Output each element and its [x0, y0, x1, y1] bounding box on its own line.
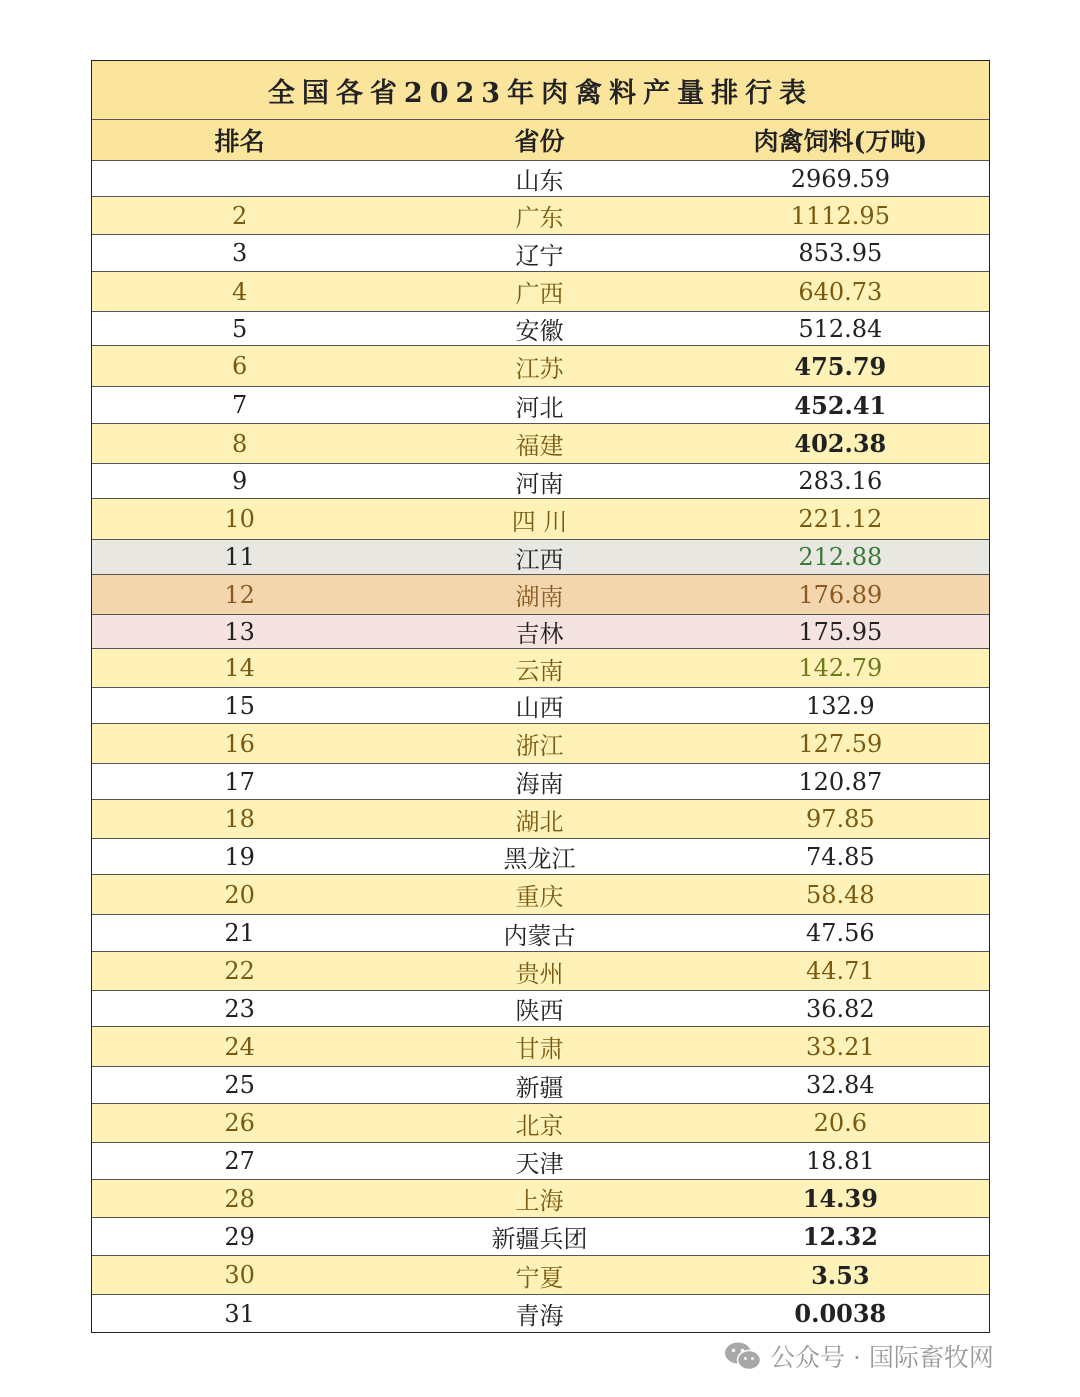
- value-cell: 283.16: [798, 467, 883, 495]
- rank-cell: 10: [224, 505, 255, 533]
- watermark: [724, 1336, 994, 1376]
- table-row: [92, 1027, 989, 1067]
- value-cell: 640.73: [798, 277, 883, 306]
- value-cell: 14.39: [802, 1184, 878, 1213]
- header-province: 省份: [514, 127, 565, 156]
- header-rank: 排名: [214, 127, 265, 156]
- table-row: [92, 272, 989, 312]
- table-row: [92, 424, 989, 464]
- rank-cell: 20: [224, 880, 255, 909]
- value-cell: 221.12: [798, 505, 883, 533]
- value-cell: 132.9: [805, 691, 875, 720]
- table-row: [92, 724, 989, 764]
- province-cell: 四 川: [511, 507, 568, 536]
- table-row: [92, 915, 989, 952]
- rank-cell: 2: [232, 201, 248, 230]
- table-row: [92, 615, 989, 649]
- value-cell: 97.85: [805, 805, 875, 833]
- table-row: [92, 1104, 989, 1143]
- rank-cell: 7: [232, 391, 248, 419]
- rank-cell: 31: [224, 1299, 255, 1328]
- table-row: [92, 875, 989, 915]
- rank-cell: 3: [232, 239, 248, 267]
- province-cell: 上海: [515, 1187, 564, 1215]
- province-cell: 北京: [515, 1111, 564, 1140]
- province-cell: 河南: [515, 469, 564, 498]
- rank-cell: 30: [224, 1261, 255, 1289]
- province-cell: 青海: [515, 1302, 564, 1330]
- table-row: [92, 346, 989, 387]
- province-cell: 内蒙古: [503, 921, 576, 950]
- province-cell: 湖北: [515, 807, 564, 836]
- value-cell: 1112.95: [790, 201, 890, 230]
- value-cell: 58.48: [805, 880, 875, 909]
- value-cell: 20.6: [813, 1109, 868, 1137]
- province-cell: 河北: [515, 393, 564, 422]
- rank-cell: 23: [224, 994, 255, 1023]
- value-cell: 452.41: [794, 390, 887, 420]
- province-cell: 甘肃: [515, 1035, 564, 1063]
- table-row: [92, 800, 989, 839]
- value-cell: 475.79: [794, 351, 887, 381]
- province-cell: 吉林: [515, 620, 564, 648]
- rank-cell: 4: [232, 277, 248, 306]
- province-cell: 浙江: [515, 732, 564, 760]
- province-cell: 福建: [515, 432, 564, 460]
- rank-cell: 18: [224, 805, 255, 833]
- watermark-text: 公众号 · 国际畜牧网: [770, 1343, 994, 1372]
- province-cell: 湖南: [515, 583, 564, 611]
- value-cell: 44.71: [805, 957, 875, 985]
- value-cell: 47.56: [805, 919, 875, 947]
- rank-cell: 9: [232, 467, 248, 495]
- rank-cell: 21: [224, 919, 255, 947]
- province-cell: 江西: [515, 545, 564, 574]
- rank-cell: 28: [224, 1184, 255, 1213]
- value-cell: 853.95: [798, 239, 883, 267]
- province-cell: 山西: [515, 694, 564, 722]
- province-cell: 贵州: [515, 959, 564, 988]
- rank-cell: 25: [224, 1071, 255, 1099]
- value-cell: 18.81: [805, 1147, 875, 1175]
- table-row: [92, 464, 989, 499]
- table-row: [92, 1256, 989, 1295]
- table-row: [92, 312, 989, 346]
- value-cell: 0.0038: [794, 1299, 887, 1328]
- province-cell: 云南: [515, 656, 564, 685]
- province-cell: 陕西: [515, 997, 564, 1025]
- value-cell: 142.79: [798, 654, 883, 682]
- table-row: [92, 1295, 989, 1332]
- province-cell: 新疆兵团: [491, 1225, 588, 1253]
- rank-cell: 17: [224, 767, 255, 796]
- table-row: [92, 161, 989, 197]
- table-row: [92, 235, 989, 272]
- rank-cell: 6: [232, 352, 248, 380]
- table-row: [92, 499, 989, 540]
- value-cell: 74.85: [805, 842, 875, 871]
- value-cell: 3.53: [811, 1260, 870, 1290]
- value-cell: 175.95: [798, 617, 883, 646]
- table-row: [92, 1218, 989, 1256]
- rank-cell: 26: [224, 1109, 255, 1137]
- province-cell: 重庆: [515, 883, 564, 911]
- province-cell: 黑龙江: [503, 845, 576, 873]
- province-cell: 江苏: [515, 354, 564, 383]
- value-cell: 33.21: [805, 1032, 875, 1061]
- ranking-table: [91, 60, 990, 1333]
- province-cell: 海南: [515, 770, 564, 798]
- province-cell: 广东: [515, 204, 564, 232]
- table-row: [92, 540, 989, 575]
- rank-cell: 15: [224, 691, 255, 720]
- header-value: 肉禽饲料(万吨): [753, 127, 928, 156]
- province-cell: 广西: [515, 280, 564, 308]
- province-cell: 新疆: [515, 1073, 564, 1102]
- province-cell: 辽宁: [515, 241, 564, 270]
- table-title: 全国各省2023年肉禽料产量排行表: [92, 61, 989, 120]
- value-cell: 32.84: [805, 1071, 875, 1099]
- rank-cell: 11: [224, 543, 255, 571]
- province-cell: 宁夏: [515, 1263, 564, 1292]
- value-cell: 120.87: [798, 767, 883, 796]
- wechat-icon: [724, 1341, 762, 1371]
- rank-cell: 29: [224, 1222, 255, 1251]
- rank-cell: 24: [224, 1032, 255, 1061]
- table-row: [92, 575, 989, 615]
- table-row: [92, 764, 989, 800]
- value-cell: 12.32: [802, 1222, 878, 1251]
- rank-cell: 14: [224, 654, 255, 682]
- rank-cell: 22: [224, 957, 255, 985]
- rank-cell: 8: [232, 429, 248, 458]
- table-row: [92, 688, 989, 724]
- table-row: [92, 649, 989, 688]
- value-cell: 512.84: [798, 314, 883, 343]
- value-cell: 176.89: [798, 580, 883, 609]
- value-cell: 127.59: [798, 729, 883, 758]
- value-cell: 2969.59: [790, 164, 890, 193]
- value-cell: 402.38: [794, 429, 887, 458]
- rank-cell: 13: [224, 617, 255, 646]
- table-row: [92, 197, 989, 235]
- table-row: [92, 387, 989, 424]
- table-body: [92, 161, 989, 1332]
- table-row: [92, 1143, 989, 1180]
- rank-cell: 5: [232, 314, 248, 343]
- table-row: [92, 991, 989, 1027]
- rank-cell: 12: [224, 580, 255, 609]
- value-cell: 36.82: [805, 994, 875, 1023]
- rank-cell: 27: [224, 1147, 255, 1175]
- rank-cell: 19: [224, 842, 255, 871]
- rank-cell: 16: [224, 729, 255, 758]
- table-row: [92, 952, 989, 991]
- province-cell: 天津: [515, 1149, 564, 1178]
- table-header: [92, 120, 989, 161]
- table-row: [92, 839, 989, 875]
- table-row: [92, 1067, 989, 1104]
- table-row: [92, 1180, 989, 1218]
- province-cell: 山东: [515, 167, 564, 195]
- value-cell: 212.88: [798, 543, 883, 571]
- province-cell: 安徽: [515, 317, 564, 345]
